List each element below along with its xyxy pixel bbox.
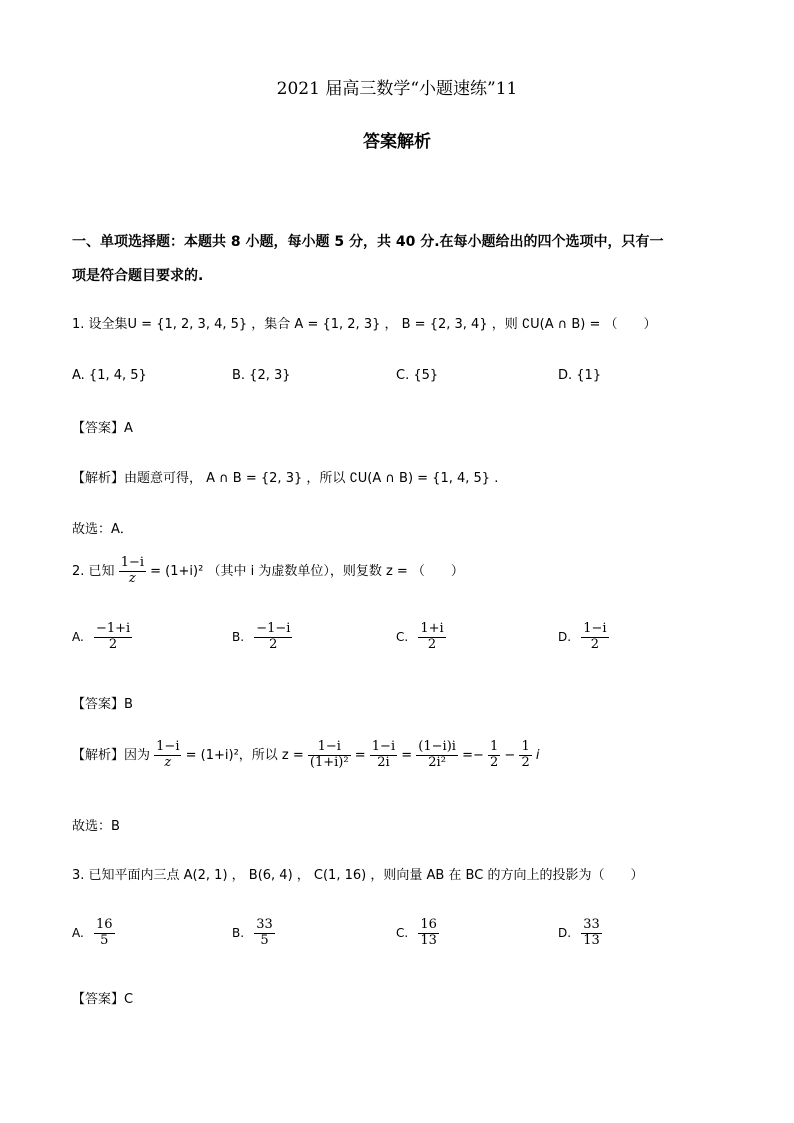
fraction-numerator: 1−i <box>583 621 607 636</box>
question-1-option-a: A. {1, 4, 5} <box>72 368 147 383</box>
question-1-option-c: C. {5} <box>396 368 439 383</box>
fraction-numerator: 1−i <box>371 739 396 754</box>
page-title: 2021 届高三数学“小题速练”11 <box>276 79 518 99</box>
question-2-fraction <box>119 556 146 587</box>
fraction-numerator: 33 <box>583 917 600 932</box>
fraction-numerator: (1−i)i <box>418 739 456 754</box>
fraction-denominator: 5 <box>260 932 269 948</box>
fraction-numerator: 16 <box>95 917 113 932</box>
option-fraction <box>418 622 445 653</box>
question-3-option-d <box>558 918 602 949</box>
option-label: B. <box>232 629 245 644</box>
analysis-middle: = (1+i)²，所以 z = <box>185 747 308 763</box>
question-1-option-b: B. {2, 3} <box>232 368 291 383</box>
analysis-fraction <box>154 740 181 771</box>
fraction-denominator: 2 <box>590 636 599 652</box>
option-label: C. <box>396 925 409 940</box>
question-3-option-c <box>396 918 439 949</box>
equals-minus-sign: =− <box>462 747 484 763</box>
equals-sign: = <box>354 747 366 763</box>
fraction-numerator: 1+i <box>420 621 444 636</box>
imaginary-unit: i <box>535 747 540 763</box>
fraction-numerator: 33 <box>256 917 273 932</box>
question-2-option-a <box>72 622 132 653</box>
question-2-prefix: 2. 已知 <box>72 563 115 579</box>
question-1-option-d: D. {1} <box>558 368 602 383</box>
option-label: C. <box>396 629 409 644</box>
option-fraction <box>94 918 115 949</box>
fraction-numerator: −1+i <box>95 621 131 636</box>
question-3-option-a <box>72 918 115 949</box>
question-3-answer: 【答案】C <box>72 992 134 1007</box>
step-2-fraction <box>370 740 397 771</box>
step-4-fraction <box>488 740 500 771</box>
fraction-denominator: 13 <box>420 932 437 948</box>
option-label: D. <box>558 925 572 940</box>
section-heading-line2: 项是符合题目要求的. <box>72 268 204 284</box>
question-3-option-b <box>232 918 275 949</box>
question-1-conclusion: 故选：A． <box>72 522 133 537</box>
page-subtitle: 答案解析 <box>363 132 431 152</box>
step-5-fraction <box>519 740 531 771</box>
fraction-denominator: (1+i)² <box>309 754 349 770</box>
option-label: A. <box>72 925 84 940</box>
question-3-stem: 3. 已知平面内三点 A(2, 1) ， B(6, 4) ， C(1, 16) ，则向量 AB 在 BC 的方向上的投影为（ ） <box>72 868 644 883</box>
fraction-denominator: 13 <box>583 932 600 948</box>
question-2-stem <box>72 556 464 587</box>
fraction-numerator: 1−i <box>308 740 351 756</box>
option-label: D. <box>558 629 572 644</box>
question-2-analysis <box>72 740 540 771</box>
equals-sign: = <box>401 747 413 763</box>
question-2-suffix: = (1+i)² （其中 i 为虚数单位），则复数 z = （ ） <box>150 563 464 579</box>
option-label: A. <box>72 629 84 644</box>
question-2-option-d <box>558 622 609 653</box>
fraction-denominator: 2 <box>108 636 118 652</box>
fraction-numerator: 1−i <box>120 555 145 570</box>
step-3-fraction <box>416 740 458 771</box>
fraction-denominator: 2 <box>269 636 278 652</box>
section-heading-line1: 一、单项选择题：本题共 8 小题，每小题 5 分，共 40 分.在每小题给出的四个选项中，只有一 <box>72 234 664 250</box>
question-2-option-b <box>232 622 292 653</box>
fraction-numerator: 1 <box>490 739 499 754</box>
question-2-option-c <box>396 622 446 653</box>
fraction-denominator: z <box>164 754 172 770</box>
question-1-analysis: 【解析】由题意可得， A ∩ B = {2, 3} ，所以 ∁U(A ∩ B) = {1, 4, 5} . <box>72 471 499 486</box>
option-fraction <box>581 622 608 653</box>
question-1-stem: 1. 设全集U = {1, 2, 3, 4, 5} ，集合 A = {1, 2, 3} ， B = {2, 3, 4} ，则 ∁U(A ∩ B) = （ ） <box>72 317 657 332</box>
fraction-denominator: 2i² <box>428 754 446 770</box>
question-2-conclusion: 故选：B <box>72 819 120 834</box>
fraction-numerator: 1−i <box>156 739 180 754</box>
question-2-answer: 【答案】B <box>72 697 133 712</box>
fraction-denominator: z <box>128 570 136 586</box>
analysis-prefix: 【解析】因为 <box>72 747 151 763</box>
option-fraction <box>418 918 439 949</box>
fraction-denominator: 2 <box>490 754 499 770</box>
option-fraction <box>254 918 275 949</box>
option-fraction <box>254 622 292 653</box>
step-1-fraction <box>308 740 351 771</box>
fraction-denominator: 2 <box>521 754 530 770</box>
fraction-denominator: 2 <box>427 636 437 652</box>
fraction-denominator: 5 <box>100 932 109 948</box>
option-fraction <box>581 918 602 949</box>
option-fraction <box>94 622 132 653</box>
fraction-numerator: 1 <box>521 739 530 754</box>
minus-sign: − <box>504 747 516 763</box>
fraction-denominator: 2i <box>377 754 390 770</box>
question-1-answer: 【答案】A <box>72 421 133 436</box>
option-label: B. <box>232 925 245 940</box>
fraction-numerator: 16 <box>420 917 437 932</box>
fraction-numerator: −1−i <box>256 621 291 636</box>
